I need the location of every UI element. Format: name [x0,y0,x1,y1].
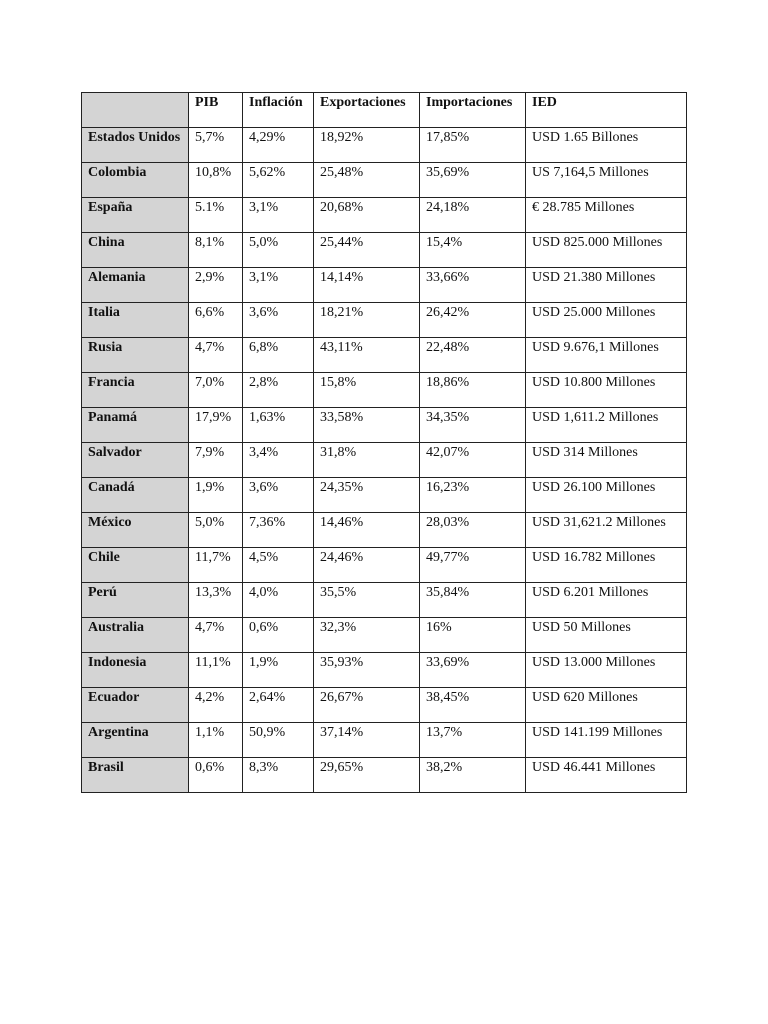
ied-cell: USD 825.000 Millones [526,233,687,268]
exportaciones-cell: 25,48% [314,163,420,198]
exportaciones-cell: 15,8% [314,373,420,408]
importaciones-cell: 42,07% [420,443,526,478]
table-row [82,513,687,548]
exportaciones-cell: 14,46% [314,513,420,548]
pib-cell: 17,9% [189,408,243,443]
header-importaciones: Importaciones [420,93,526,128]
exportaciones-cell: 31,8% [314,443,420,478]
exportaciones-cell: 24,35% [314,478,420,513]
ied-cell: USD 6.201 Millones [526,583,687,618]
inflacion-cell: 3,4% [243,443,314,478]
pib-cell: 7,0% [189,373,243,408]
economic-indicators-table [81,92,687,793]
exportaciones-cell: 20,68% [314,198,420,233]
inflacion-cell: 50,9% [243,723,314,758]
country-cell: Indonesia [82,653,189,688]
table-body [82,128,687,793]
importaciones-cell: 28,03% [420,513,526,548]
country-cell: Australia [82,618,189,653]
inflacion-cell: 3,6% [243,478,314,513]
ied-cell: USD 314 Millones [526,443,687,478]
pib-cell: 11,7% [189,548,243,583]
table-row [82,373,687,408]
exportaciones-cell: 43,11% [314,338,420,373]
importaciones-cell: 26,42% [420,303,526,338]
country-cell: Salvador [82,443,189,478]
table-row [82,618,687,653]
inflacion-cell: 2,64% [243,688,314,723]
ied-cell: USD 1.65 Billones [526,128,687,163]
table-row [82,128,687,163]
ied-cell: USD 13.000 Millones [526,653,687,688]
pib-cell: 7,9% [189,443,243,478]
pib-cell: 1,9% [189,478,243,513]
country-cell: Panamá [82,408,189,443]
pib-cell: 1,1% [189,723,243,758]
importaciones-cell: 17,85% [420,128,526,163]
header-ied: IED [526,93,687,128]
exportaciones-cell: 18,92% [314,128,420,163]
importaciones-cell: 49,77% [420,548,526,583]
header-pib: PIB [189,93,243,128]
ied-cell: USD 50 Millones [526,618,687,653]
table-row [82,268,687,303]
table-row [82,408,687,443]
inflacion-cell: 4,5% [243,548,314,583]
country-cell: Italia [82,303,189,338]
table-row [82,548,687,583]
ied-cell: USD 9.676,1 Millones [526,338,687,373]
inflacion-cell: 1,9% [243,653,314,688]
inflacion-cell: 4,0% [243,583,314,618]
inflacion-cell: 1,63% [243,408,314,443]
pib-cell: 8,1% [189,233,243,268]
ied-cell: USD 25.000 Millones [526,303,687,338]
inflacion-cell: 6,8% [243,338,314,373]
importaciones-cell: 15,4% [420,233,526,268]
pib-cell: 0,6% [189,758,243,793]
country-cell: Estados Unidos [82,128,189,163]
importaciones-cell: 18,86% [420,373,526,408]
exportaciones-cell: 26,67% [314,688,420,723]
inflacion-cell: 4,29% [243,128,314,163]
ied-cell: USD 16.782 Millones [526,548,687,583]
table-row [82,443,687,478]
country-cell: Brasil [82,758,189,793]
ied-cell: USD 1,611.2 Millones [526,408,687,443]
ied-cell: USD 21.380 Millones [526,268,687,303]
pib-cell: 5.1% [189,198,243,233]
table-row [82,163,687,198]
table-row [82,303,687,338]
exportaciones-cell: 37,14% [314,723,420,758]
exportaciones-cell: 24,46% [314,548,420,583]
table-row [82,758,687,793]
header-exportaciones: Exportaciones [314,93,420,128]
importaciones-cell: 35,69% [420,163,526,198]
importaciones-cell: 16% [420,618,526,653]
country-cell: México [82,513,189,548]
exportaciones-cell: 14,14% [314,268,420,303]
table-row [82,688,687,723]
country-cell: Ecuador [82,688,189,723]
importaciones-cell: 33,66% [420,268,526,303]
inflacion-cell: 7,36% [243,513,314,548]
importaciones-cell: 34,35% [420,408,526,443]
country-cell: Chile [82,548,189,583]
table-row [82,198,687,233]
ied-cell: USD 10.800 Millones [526,373,687,408]
pib-cell: 4,2% [189,688,243,723]
table-row [82,338,687,373]
country-cell: España [82,198,189,233]
pib-cell: 4,7% [189,338,243,373]
ied-cell: € 28.785 Millones [526,198,687,233]
country-cell: Alemania [82,268,189,303]
table-row [82,583,687,618]
pib-cell: 6,6% [189,303,243,338]
table-row [82,478,687,513]
ied-cell: USD 31,621.2 Millones [526,513,687,548]
exportaciones-cell: 25,44% [314,233,420,268]
exportaciones-cell: 29,65% [314,758,420,793]
pib-cell: 2,9% [189,268,243,303]
header-inflacion: Inflación [243,93,314,128]
country-cell: Francia [82,373,189,408]
importaciones-cell: 33,69% [420,653,526,688]
inflacion-cell: 2,8% [243,373,314,408]
ied-cell: USD 620 Millones [526,688,687,723]
pib-cell: 5,7% [189,128,243,163]
exportaciones-cell: 32,3% [314,618,420,653]
importaciones-cell: 35,84% [420,583,526,618]
exportaciones-cell: 18,21% [314,303,420,338]
header-corner-cell [82,93,189,128]
ied-cell: US 7,164,5 Millones [526,163,687,198]
importaciones-cell: 22,48% [420,338,526,373]
ied-cell: USD 46.441 Millones [526,758,687,793]
importaciones-cell: 13,7% [420,723,526,758]
importaciones-cell: 24,18% [420,198,526,233]
country-cell: Colombia [82,163,189,198]
inflacion-cell: 3,1% [243,198,314,233]
inflacion-cell: 3,6% [243,303,314,338]
country-cell: Perú [82,583,189,618]
inflacion-cell: 5,0% [243,233,314,268]
ied-cell: USD 26.100 Millones [526,478,687,513]
importaciones-cell: 38,2% [420,758,526,793]
table-header-row [82,93,687,128]
exportaciones-cell: 35,5% [314,583,420,618]
inflacion-cell: 8,3% [243,758,314,793]
pib-cell: 5,0% [189,513,243,548]
pib-cell: 4,7% [189,618,243,653]
country-cell: Argentina [82,723,189,758]
importaciones-cell: 16,23% [420,478,526,513]
pib-cell: 11,1% [189,653,243,688]
exportaciones-cell: 35,93% [314,653,420,688]
inflacion-cell: 0,6% [243,618,314,653]
inflacion-cell: 3,1% [243,268,314,303]
ied-cell: USD 141.199 Millones [526,723,687,758]
country-cell: China [82,233,189,268]
inflacion-cell: 5,62% [243,163,314,198]
pib-cell: 13,3% [189,583,243,618]
exportaciones-cell: 33,58% [314,408,420,443]
table-row [82,233,687,268]
table-row [82,653,687,688]
importaciones-cell: 38,45% [420,688,526,723]
country-cell: Rusia [82,338,189,373]
country-cell: Canadá [82,478,189,513]
table-row [82,723,687,758]
pib-cell: 10,8% [189,163,243,198]
